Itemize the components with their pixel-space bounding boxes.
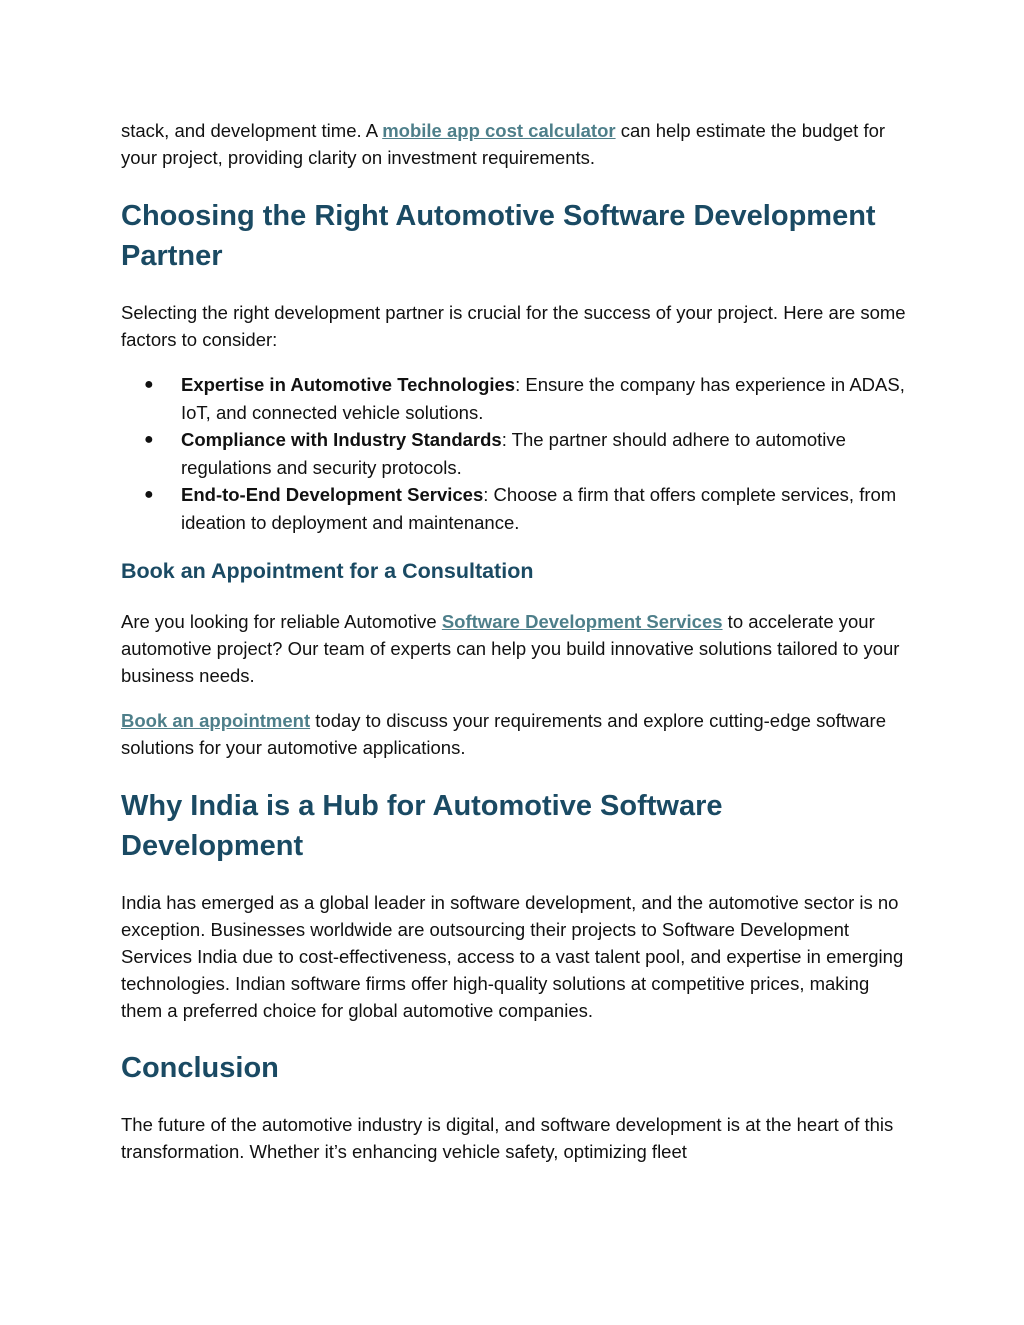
document-page: [121, 117, 911, 1165]
heading-why-india: Why India is a Hub for Automotive Software Development: [121, 790, 723, 862]
partner-intro-paragraph: Selecting the right development partner is crucial for the success of your project. Here are some factors to consider:: [121, 302, 906, 350]
book-appointment-link[interactable]: Book an appointment: [121, 710, 311, 731]
bullet-icon: ●: [144, 486, 154, 503]
list-item-text: : The partner should adhere to automotive regulations and security protocols.: [181, 429, 846, 478]
software-development-services-link[interactable]: Software Development Services: [441, 611, 723, 632]
list-item-text: : Ensure the company has experience in ADAS, IoT, and connected vehicle solutions.: [181, 374, 905, 423]
book-appointment-paragraph: [121, 707, 911, 761]
factors-list: [121, 371, 911, 536]
list-item-title: Expertise in Automotive Technologies: [181, 374, 516, 395]
heading-conclusion: Conclusion: [121, 1052, 279, 1084]
consultation-text-before: Are you looking for reliable Automotive: [121, 611, 442, 632]
india-paragraph: India has emerged as a global leader in software development, and the automotive sector is no exception. Businesses worldwide are outsourcing their projects to Software Development Services India due to cost-effectiveness, access to a vast talent pool, and expertise in emerging technologies. Indian software firms offer high-quality solutions at competitive prices, making them a preferred choice for global automotive companies.: [121, 892, 904, 1021]
consultation-text-after: to accelerate your automotive project? Our team of experts can help you build innovative solutions tailored to your business needs.: [121, 611, 900, 686]
consultation-paragraph: [121, 608, 911, 689]
intro-paragraph: [121, 117, 911, 171]
intro-text-before: stack, and development time. A: [121, 120, 383, 141]
list-item-title: Compliance with Industry Standards: [181, 429, 502, 450]
list-item: [121, 426, 911, 481]
heading-choosing-partner: Choosing the Right Automotive Software Development Partner: [121, 200, 876, 272]
list-item-text: : Choose a firm that offers complete services, from ideation to deployment and maintenance.: [181, 484, 897, 533]
bullet-icon: ●: [144, 431, 154, 448]
intro-text-after: can help estimate the budget for your project, providing clarity on investment requirements.: [121, 120, 886, 168]
list-item: [121, 371, 911, 426]
mobile-app-cost-calculator-link[interactable]: mobile app cost calculator: [382, 120, 616, 141]
conclusion-paragraph: The future of the automotive industry is digital, and software development is at the heart of this transformation. Whether it’s enhancing vehicle safety, optimizing fleet: [121, 1114, 894, 1162]
bullet-icon: ●: [144, 376, 154, 393]
list-item-title: End-to-End Development Services: [181, 484, 484, 505]
book-appointment-text: today to discuss your requirements and explore cutting-edge software solutions for your automotive applications.: [121, 710, 886, 758]
heading-book-appointment: Book an Appointment for a Consultation: [121, 559, 534, 583]
list-item: [121, 481, 911, 536]
